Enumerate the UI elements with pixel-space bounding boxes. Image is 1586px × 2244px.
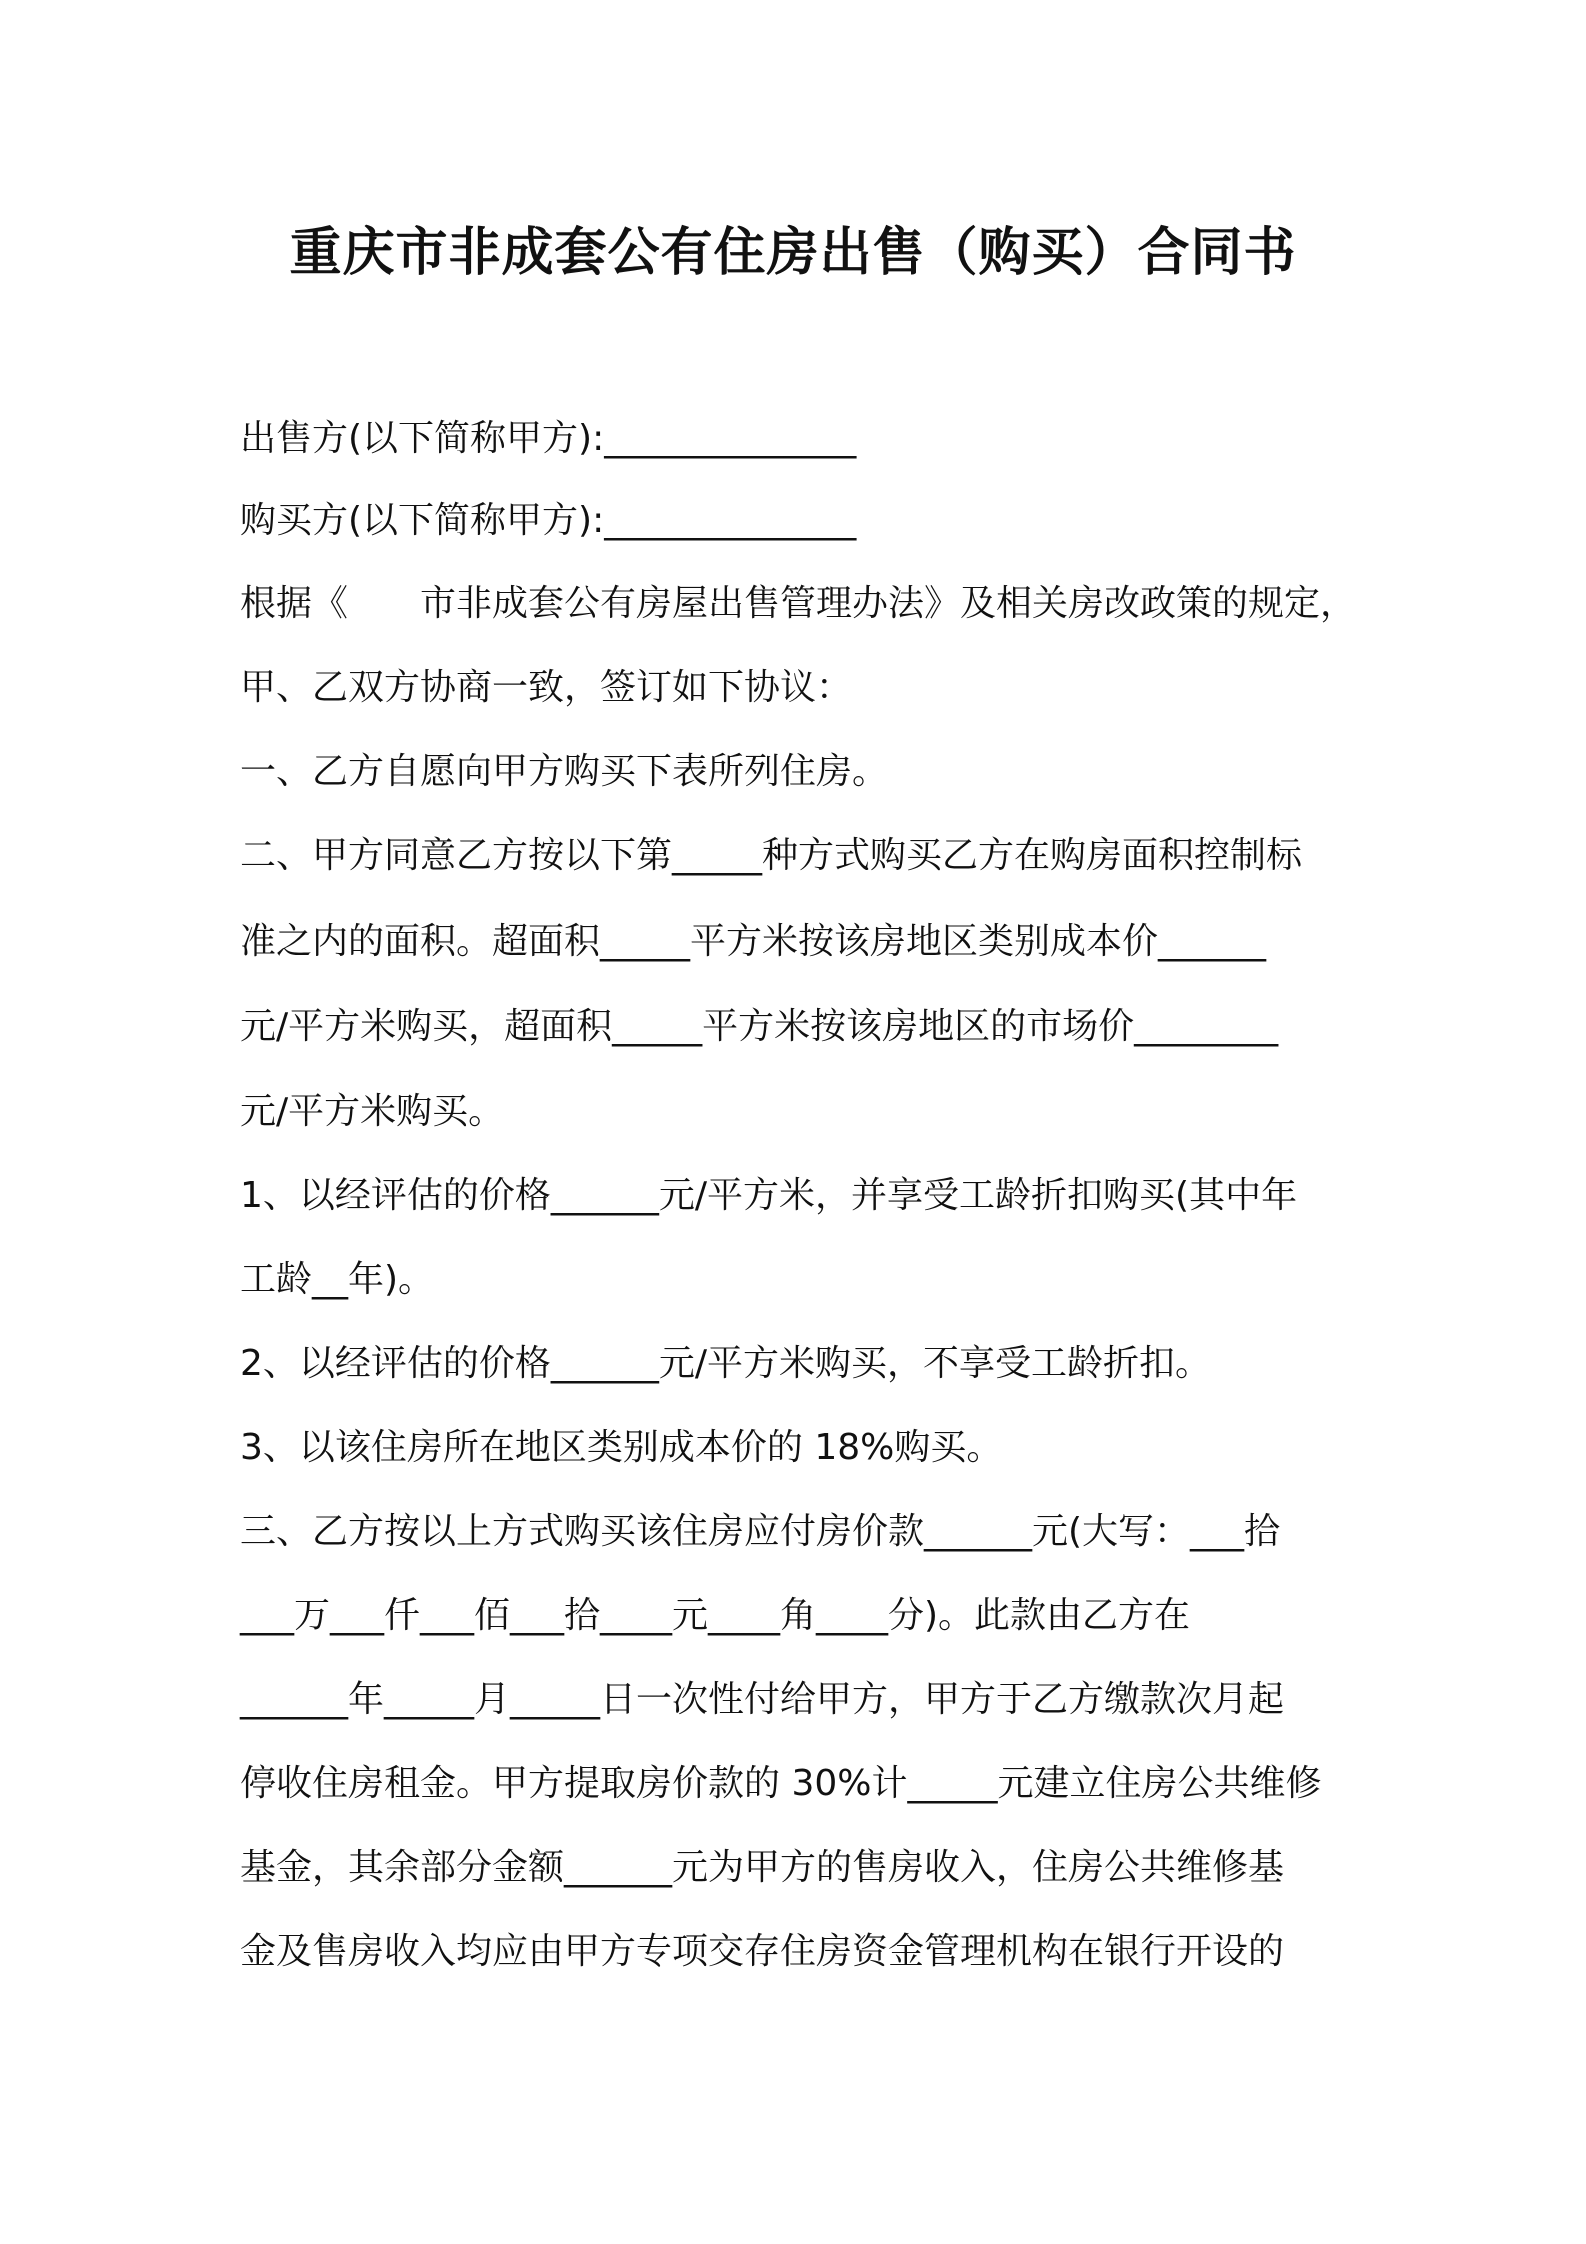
- clause-3-line-3: ______年_____月_____日一次性付给甲方，甲方于乙方缴款次月起: [240, 1679, 1285, 1720]
- clause-2-line-4: 元/平方米购买。: [240, 1091, 505, 1132]
- option-2-line: 2、以经评估的价格______元/平方米购买，不享受工龄折扣。: [240, 1343, 1212, 1384]
- buyer-line: 购买方(以下简称甲方):______________: [240, 500, 857, 541]
- clause-2-line-3: 元/平方米购买，超面积_____平方米按该房地区的市场价________: [240, 1006, 1279, 1047]
- clause-3-line-4: 停收住房租金。甲方提取房价款的 30%计_____元建立住房公共维修: [240, 1763, 1322, 1804]
- clause-3-line-5: 基金，其余部分金额______元为甲方的售房收入，住房公共维修基: [240, 1847, 1285, 1888]
- basis-line: 根据《 市非成套公有房屋出售管理办法》及相关房改政策的规定，: [240, 583, 1357, 624]
- clause-2-line-1: 二、甲方同意乙方按以下第_____种方式购买乙方在购房面积控制标: [240, 835, 1303, 876]
- clause-2-line-2: 准之内的面积。超面积_____平方米按该房地区类别成本价______: [240, 921, 1267, 962]
- clause-3-line-6: 金及售房收入均应由甲方专项交存住房资金管理机构在银行开设的: [240, 1931, 1285, 1972]
- document-title: 重庆市非成套公有住房出售（购买）合同书: [289, 223, 1297, 283]
- clause-3-line-2: ___万___仟___佰___拾____元____角____分)。此款由乙方在: [240, 1595, 1191, 1636]
- option-3-line: 3、以该住房所在地区类别成本价的 18%购买。: [240, 1427, 1003, 1468]
- seller-line: 出售方(以下简称甲方):______________: [240, 418, 857, 459]
- clause-3-line-1: 三、乙方按以上方式购买该住房应付房价款______元(大写：___拾: [240, 1511, 1281, 1552]
- option-1-line-1: 1、以经评估的价格______元/平方米，并享受工龄折扣购买(其中年: [240, 1175, 1298, 1216]
- clause-1-line: 一、乙方自愿向甲方购买下表所列住房。: [240, 751, 889, 792]
- agreement-line: 甲、乙双方协商一致，签订如下协议：: [240, 667, 853, 708]
- option-1-line-2: 工龄__年)。: [240, 1259, 435, 1300]
